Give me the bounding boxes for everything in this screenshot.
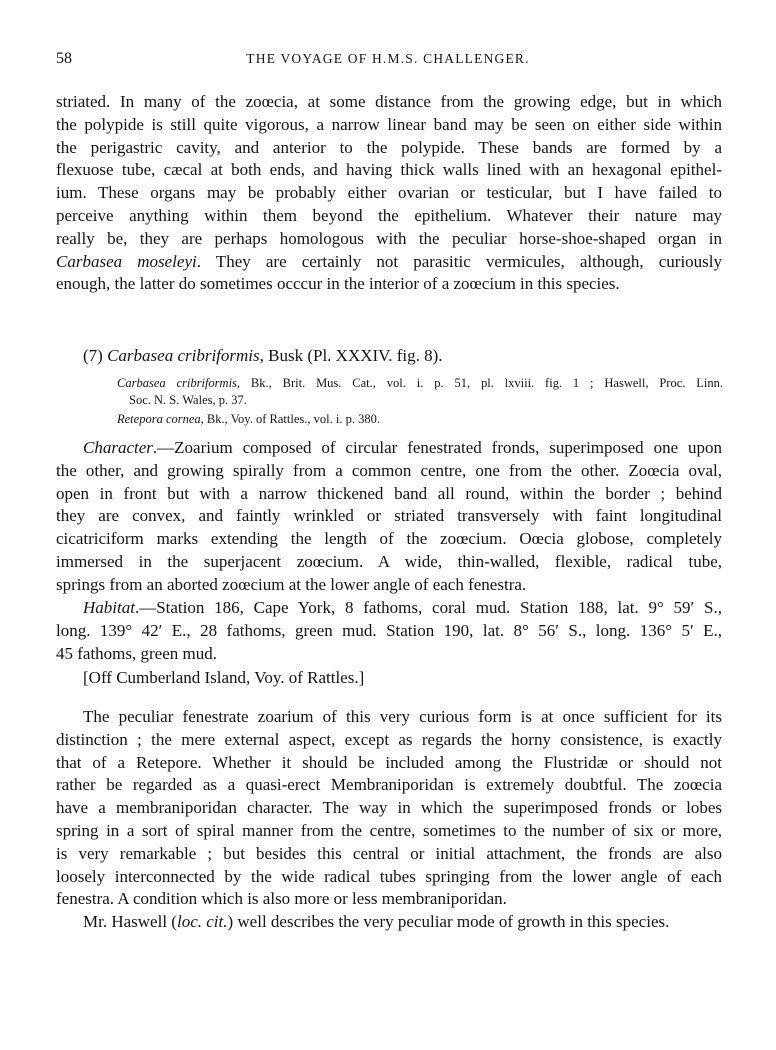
text-line: [56, 597, 722, 620]
text-line: long. 139° 42′ E., 28 fathoms, green mud. Station 190, lat. 8° 56′ S., long. 136° 5′ E.,: [56, 620, 722, 640]
species-authority: , Busk (Pl. XXXIV. fig. 8).: [259, 346, 443, 365]
paragraph-zooecia-organs: [56, 91, 722, 296]
species-name-italic: Carbasea moseleyi: [56, 251, 197, 271]
text-fragment: Mr. Haswell (: [83, 912, 177, 932]
text-line: flexuose tube, cæcal at both ends, and having thick walls lined with an hexagonal epithel-: [56, 160, 722, 180]
text-line: fenestra. A condition which is also more or less membraniporidan.: [56, 889, 507, 909]
text-fragment: ) well describes the very peculiar mode of growth in this species.: [227, 912, 670, 932]
text-line: 45 fathoms, green mud.: [56, 643, 217, 663]
text-line: loosely interconnected by the wide radical tubes springing from the lower angle of each: [56, 866, 722, 886]
text-line: enough, the latter do sometimes occcur in the interior of a zoœcium in this species.: [56, 274, 620, 294]
section-label: Character: [83, 438, 153, 457]
text-line: really be, they are perhaps homologous with the peculiar horse-shoe-shaped organ in: [56, 228, 722, 248]
text-line: is very remarkable ; but besides this central or initial attachment, the fronds are also: [56, 843, 722, 863]
text-line: [117, 375, 723, 392]
text-line: distinction ; the mere external aspect, except as regards the horny consistence, is exactly: [56, 729, 722, 749]
text-fragment: .—Zoarium composed of circular fenestrated fronds, superimposed one upon: [152, 438, 722, 457]
text-fragment: , Bk., Voy. of Rattles., vol. i. p. 380.: [200, 412, 380, 426]
species-heading: [83, 345, 443, 367]
text-line: [56, 706, 722, 729]
synonym-name: Retepora cornea: [117, 412, 201, 426]
habitat-paragraph: [56, 597, 722, 665]
text-fragment: .—Station 186, Cape York, 8 fathoms, coral mud. Station 188, lat. 9° 59′ S.,: [134, 598, 722, 617]
synonymy-entry: [117, 411, 723, 428]
text-line: have a membraniporidan character. The way in which the superimposed fronds or lobes: [56, 798, 722, 818]
text-line: open in front but with a narrow thickened band all round, within the border ; behind: [56, 483, 722, 503]
citation-italic: loc. cit.: [176, 912, 228, 932]
text-line: springs from an aborted zoœcium at the lower angle of each fenestra.: [56, 574, 527, 594]
text-line: striated. In many of the zoœcia, at some distance from the growing edge, but in which: [56, 92, 722, 111]
text-line: spring in a sort of spiral manner from the centre, sometimes to the number of six or more,: [56, 820, 722, 840]
text-line: [56, 437, 722, 460]
page-header: [56, 50, 720, 72]
text-line: they are convex, and faintly wrinkled or striated transversely with faint longitudinal: [56, 506, 722, 526]
text-fragment: The peculiar fenestrate zoarium of this very curious form is at once sufficient for its: [83, 707, 722, 726]
text-line: the perigastric cavity, and anterior to the polypide. These bands are formed by a: [56, 137, 722, 157]
habitat-note: [Off Cumberland Island, Voy. of Rattles.]: [83, 668, 365, 687]
character-paragraph: [56, 437, 722, 597]
species-name: Carbasea cribriformis: [107, 346, 260, 365]
synonym-name: Carbasea cribriformis: [117, 376, 237, 390]
text-fragment: , Bk., Brit. Mus. Cat., vol. i. p. 51, pl. lxviii. fig. 1 ; Haswell, Proc. Linn.: [236, 376, 723, 390]
page-number: 58: [56, 50, 72, 67]
species-number: (7): [83, 346, 103, 365]
running-head: THE VOYAGE OF H.M.S. CHALLENGER.: [246, 51, 530, 66]
section-label: Habitat: [83, 598, 135, 617]
text-line: that of a Retepore. Whether it should be included among the Flustridæ or should not: [56, 752, 722, 772]
text-line: ium. These organs may be probably either ovarian or testicular, but I have failed to: [56, 183, 722, 203]
text-line: the polypide is still quite vigorous, a narrow linear band may be seen on either side within: [56, 114, 722, 134]
text-fragment: . They are certainly not parasitic vermicules, although, curiously: [196, 251, 723, 271]
text-line: [56, 911, 722, 934]
discussion-paragraph: [56, 706, 722, 934]
text-line: perceive anything within them beyond the epithelium. Whatever their nature may: [56, 205, 722, 225]
text-line: [56, 251, 722, 274]
text-line: the other, and growing spirally from a common centre, one from the other. Zoœcia oval,: [56, 460, 722, 480]
text-line: cicatriciform marks extending the length of the zoœcium. Oœcia globose, completely: [56, 529, 722, 549]
synonymy-entry: [117, 375, 723, 410]
text-line: rather be regarded as a quasi-erect Membraniporidan is extremely doubtful. The zoœcia: [56, 775, 722, 795]
text-line: Soc. N. S. Wales, p. 37.: [129, 393, 247, 408]
text-line: immersed in the superjacent zoœcium. A wide, thin-walled, flexible, radical tube,: [56, 551, 722, 571]
